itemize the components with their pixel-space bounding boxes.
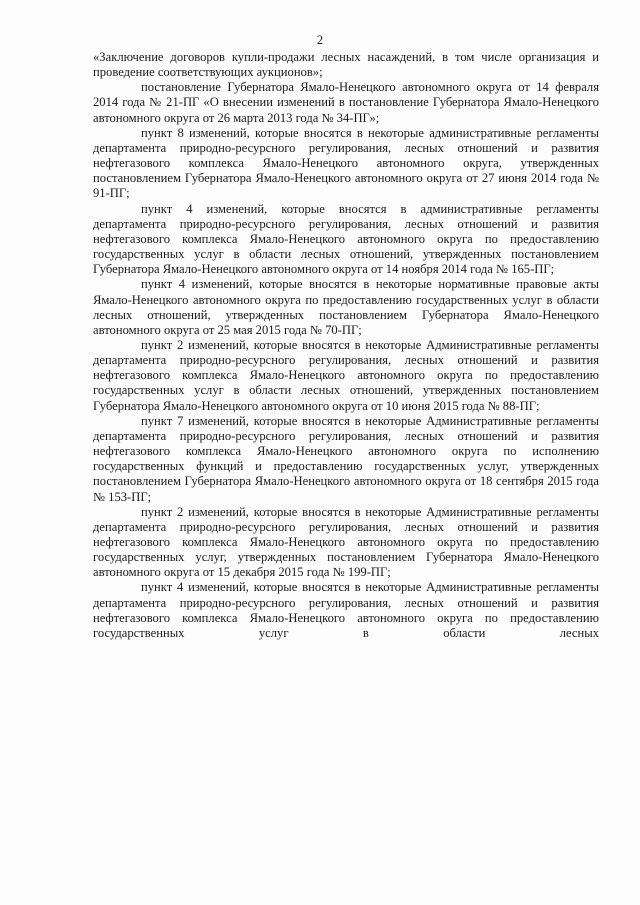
paragraph: пункт 4 изменений, которые вносятся в некоторые нормативные правовые акты Ямало-Ненецкого автономного округа по предоставлению государственных услуг в области лесных отношений, утвержденных постановлением Губернатора Ямало-Ненецкого автономного округа от 25 мая 2015 года № 70-ПГ; <box>93 277 599 337</box>
paragraph: «Заключение договоров купли-продажи лесных насаждений, в том числе организация и проведение соответствующих аукционов»; <box>93 50 599 80</box>
paragraph: пункт 4 изменений, которые вносятся в некоторые Административные регламенты департамента природно-ресурсного регулирования, лесных отношений и развития нефтегазового комплекса Ямало-Ненецкого автономного округа по предоставлению государственных услуг в области лесных <box>93 580 599 640</box>
paragraph: пункт 4 изменений, которые вносятся в административные регламенты департамента природно-ресурсного регулирования, лесных отношений и развития нефтегазового комплекса Ямало-Ненецкого автономного округа по предоставлению государственных услуг в области лесных отношений, утвержденных постановлением Губернатора Ямало-Ненецкого автономного округа от 14 ноября 2014 года № 165-ПГ; <box>93 201 599 277</box>
paragraph: пункт 8 изменений, которые вносятся в некоторые административные регламенты департамента природно-ресурсного регулирования, лесных отношений и развития нефтегазового комплекса Ямало-Ненецкого автономного округа, утвержденных постановлением Губернатора Ямало-Ненецкого автономного округа от 27 июня 2014 года № 91-ПГ; <box>93 125 599 201</box>
paragraph: пункт 2 изменений, которые вносятся в некоторые Административные регламенты департамента природно-ресурсного регулирования, лесных отношений и развития нефтегазового комплекса Ямало-Ненецкого автономного округа по предоставлению государственных услуг в области лесных отношений, утвержденных постановлением Губернатора Ямало-Ненецкого автономного округа от 10 июня 2015 года № 88-ПГ; <box>93 337 599 413</box>
paragraph: постановление Губернатора Ямало-Ненецкого автономного округа от 14 февраля 2014 года № 21-ПГ «О внесении изменений в постановление Губернатора Ямало-Ненецкого автономного округа от 26 марта 2013 года № 34-ПГ»; <box>93 80 599 125</box>
page-number: 2 <box>316 33 324 47</box>
document-body <box>93 50 599 641</box>
paragraph: пункт 7 изменений, которые вносятся в некоторые Административные регламенты департамента природно-ресурсного регулирования, лесных отношений и развития нефтегазового комплекса Ямало-Ненецкого автономного округа по исполнению государственных функций и предоставлению государственных услуг, утвержденных постановлением Губернатора Ямало-Ненецкого автономного округа от 18 сентября 2015 года № 153-ПГ; <box>93 413 599 504</box>
paragraph: пункт 2 изменений, которые вносятся в некоторые Административные регламенты департамента природно-ресурсного регулирования, лесных отношений и развития нефтегазового комплекса Ямало-Ненецкого автономного округа по предоставлению государственных услуг, утвержденных постановлением Губернатора Ямало-Ненецкого автономного округа от 15 декабря 2015 года № 199-ПГ; <box>93 504 599 580</box>
